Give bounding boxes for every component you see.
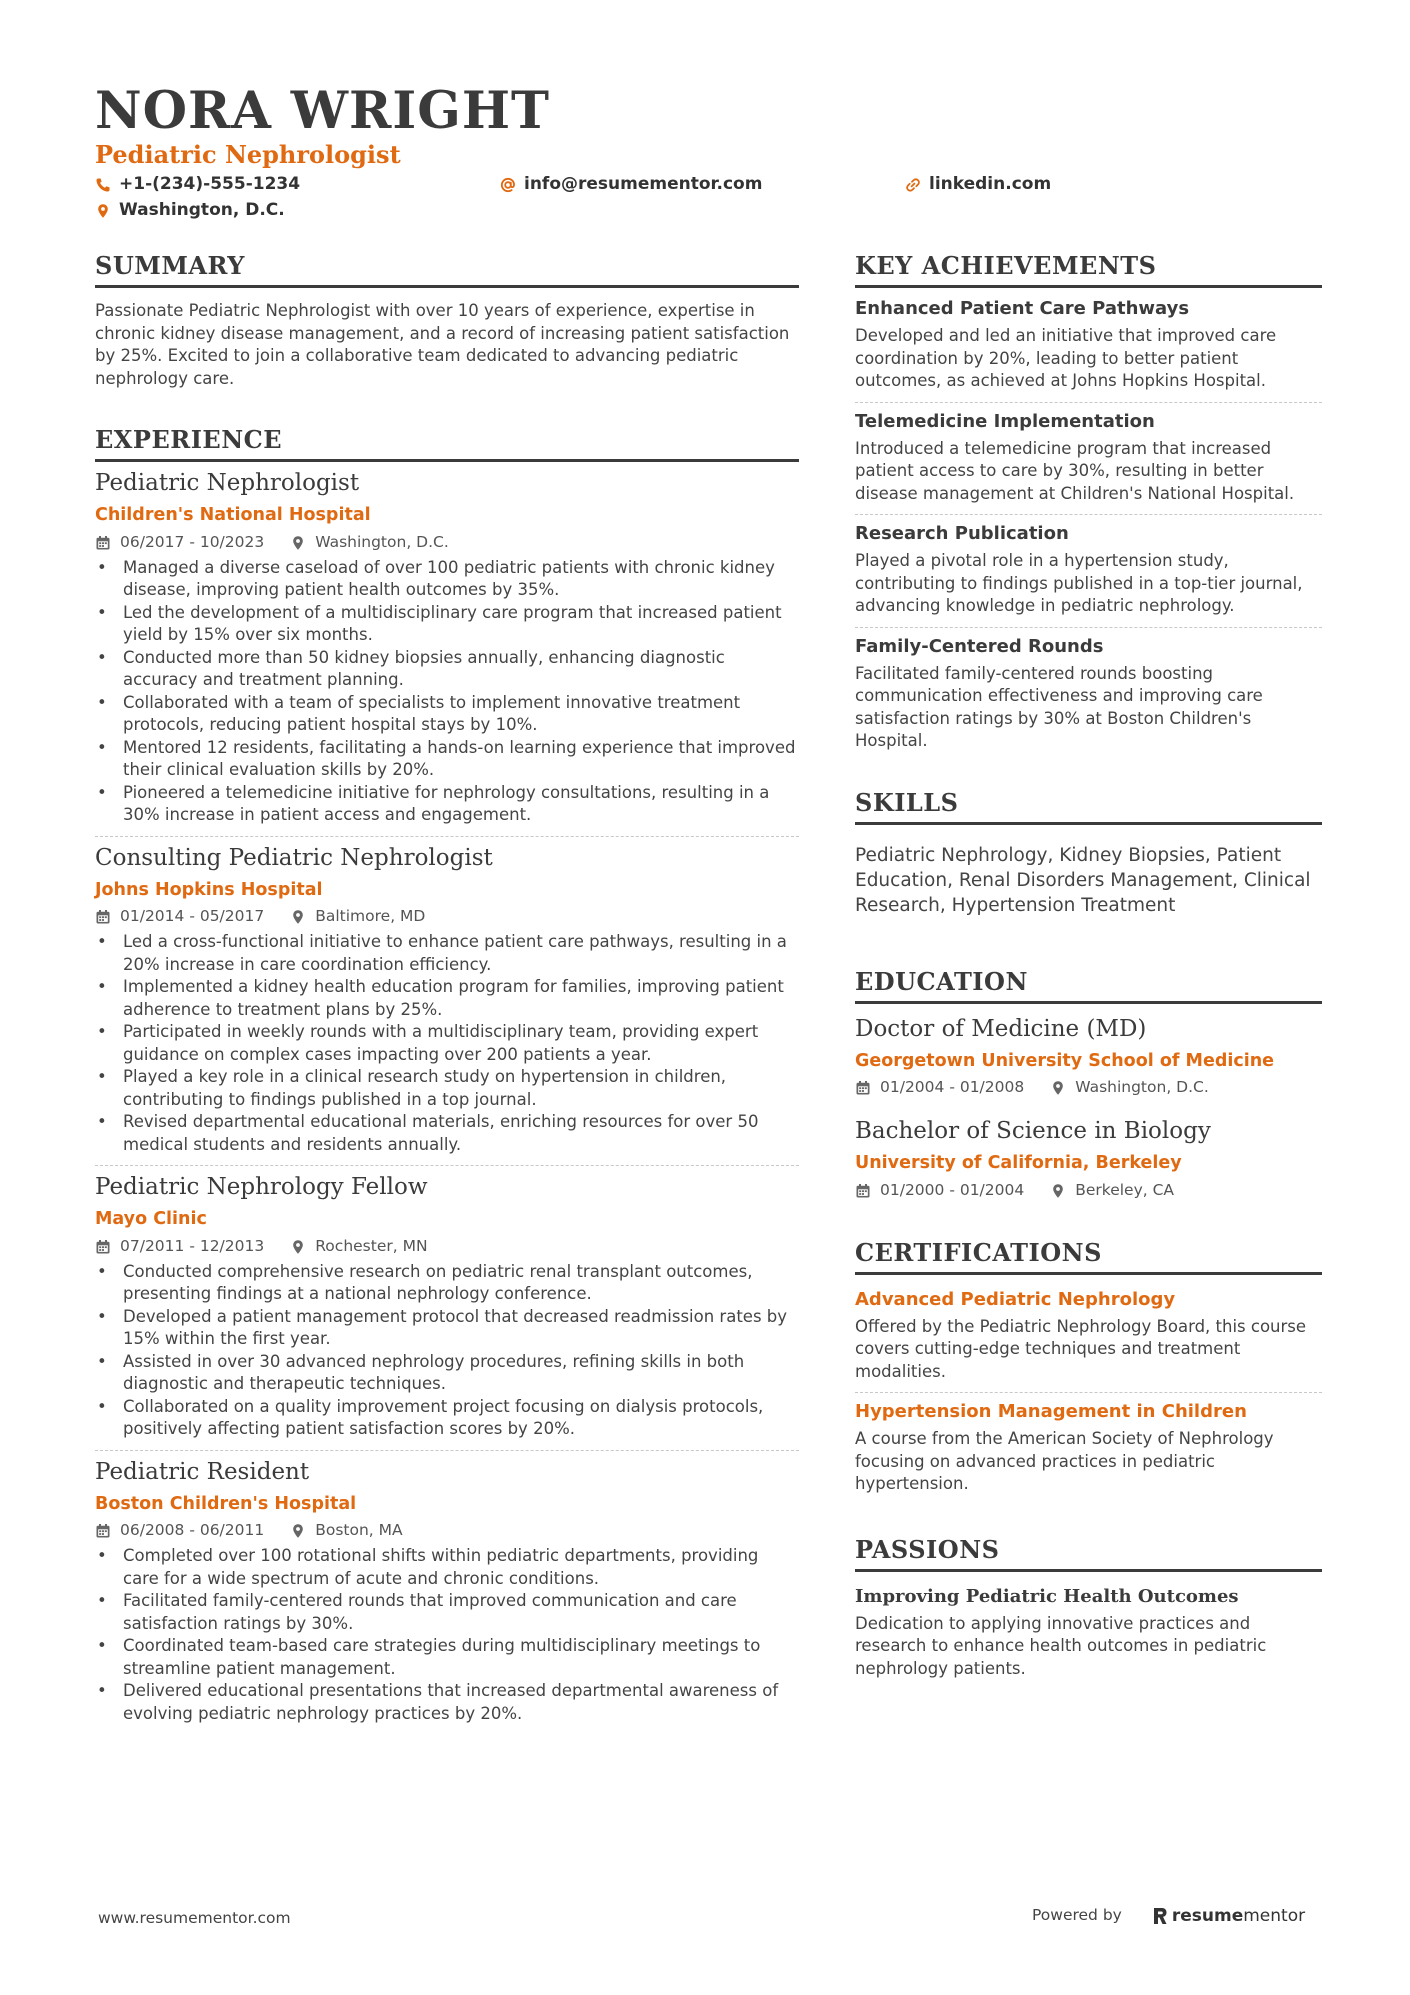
job-bullets [95, 557, 799, 827]
location-pin-icon [95, 203, 111, 219]
date-location-row [95, 532, 799, 551]
achievement-item [855, 635, 1322, 753]
entry-divider [855, 514, 1322, 515]
certification-title: Advanced Pediatric Nephrology [855, 1288, 1176, 1310]
certification-text: A course from the American Society of Nephrology focusing on advanced practices in pediatric hypertension. [855, 1429, 1274, 1493]
date-location-row [95, 909, 799, 925]
experience-section [95, 425, 799, 1725]
job-bullets [95, 1261, 799, 1441]
achievement-title: Enhanced Patient Care Pathways [855, 298, 1190, 319]
school-name: Georgetown University School of Medicine [855, 1050, 1275, 1071]
job-location: Washington, D.C. [1075, 1078, 1209, 1097]
experience-entry [95, 844, 799, 1157]
entry-divider [855, 1392, 1322, 1393]
achievement-item [855, 300, 1322, 393]
location-pin-icon [290, 535, 306, 551]
company-name: Boston Children's Hospital [95, 1493, 357, 1514]
experience-entry [95, 472, 799, 827]
achievement-title: Family-Centered Rounds [855, 635, 1104, 657]
location-pin-icon [290, 909, 306, 925]
job-location: Washington, D.C. [315, 532, 449, 551]
certification-text: Offered by the Pediatric Nephrology Board, this course covers cutting-edge techniques and treatment modalities. [855, 1316, 1307, 1381]
calendar-icon [95, 909, 111, 925]
calendar-icon [855, 1183, 871, 1199]
certification-title: Hypertension Management in Children [855, 1401, 1247, 1422]
brand-logo[interactable] [1152, 1906, 1305, 1926]
candidate-title: Pediatric Nephrologist [95, 140, 401, 169]
achievement-text: Facilitated family-centered rounds boosting communication effectiveness and improving care satisfaction ratings by 30% at Boston Children's Hospital. [855, 663, 1263, 750]
passions-list [855, 1585, 1322, 1681]
location-pin-icon [290, 1523, 306, 1539]
job-bullet: • Managed a diverse caseload of over 100 pediatric patients with chronic kidney disease, improving patient health outcomes by 35%. [95, 557, 799, 602]
phone-text: +1-(234)-555-1234 [119, 174, 301, 194]
entry-divider [95, 1450, 799, 1451]
job-bullet: • Revised departmental educational materials, enriching resources for over 50 medical students and residents annually. [95, 1111, 799, 1156]
education-heading: EDUCATION [855, 970, 1322, 1004]
job-bullet: • Completed over 100 rotational shifts within pediatric departments, providing care for a wide spectrum of acute and chronic conditions. [95, 1545, 799, 1590]
job-bullets [95, 931, 799, 1156]
experience-entry [95, 1458, 799, 1726]
certification-item [855, 1403, 1322, 1496]
location-text: Washington, D.C. [119, 200, 285, 220]
brand-name-b: mentor [1243, 1905, 1306, 1926]
phone-icon [95, 177, 111, 193]
linkedin-text: linkedin.com [929, 174, 1052, 194]
achievement-text: Played a pivotal role in a hypertension study, contributing to findings published in a top-tier journal, advancing knowledge in pediatric nephrology. [855, 551, 1303, 615]
job-bullets [95, 1545, 799, 1725]
summary-section [95, 251, 799, 390]
company-name: Mayo Clinic [95, 1209, 207, 1229]
passion-title: Improving Pediatric Health Outcomes [855, 1585, 1239, 1607]
certifications-heading: CERTIFICATIONS [855, 1241, 1322, 1275]
achievement-title: Telemedicine Implementation [855, 410, 1155, 432]
job-title: Pediatric Nephrology Fellow [95, 1174, 428, 1200]
date-range: 01/2004 - 01/2008 [880, 1078, 1025, 1097]
date-location-row [855, 1180, 1322, 1199]
right-column [855, 251, 1322, 1680]
summary-heading: SUMMARY [95, 254, 799, 288]
footer-website[interactable]: www.resumementor.com [98, 1909, 291, 1927]
entry-divider [95, 1165, 799, 1166]
calendar-icon [95, 1239, 111, 1255]
skills-text: Pediatric Nephrology, Kidney Biopsies, Patient Education, Renal Disorders Management, Clinical Research, Hypertension Treatment [855, 844, 1311, 916]
education-section [855, 966, 1322, 1199]
degree-title: Doctor of Medicine (MD) [855, 1015, 1147, 1042]
passions-section [855, 1534, 1322, 1681]
passion-item [855, 1585, 1322, 1681]
job-bullet: • Delivered educational presentations that increased departmental awareness of evolving pediatric nephrology practices by 20%. [95, 1680, 799, 1725]
passion-text: Dedication to applying innovative practices and research to enhance health outcomes in pediatric nephrology patients. [855, 1613, 1267, 1678]
education-entry [855, 1120, 1322, 1199]
calendar-icon [95, 1523, 111, 1539]
entry-divider [855, 627, 1322, 628]
candidate-name: NORA WRIGHT [95, 81, 550, 141]
powered-by-text: Powered by [1032, 1906, 1122, 1925]
job-title: Pediatric Resident [95, 1458, 310, 1485]
location-pin-icon [290, 1239, 306, 1255]
achievement-title: Research Publication [855, 523, 1069, 544]
date-range: 01/2014 - 05/2017 [120, 907, 265, 926]
job-bullet: • Assisted in over 30 advanced nephrology procedures, refining skills in both diagnostic and therapeutic techniques. [95, 1351, 799, 1396]
passions-heading: PASSIONS [855, 1538, 1322, 1572]
achievement-item [855, 525, 1322, 618]
job-bullet: • Led the development of a multidisciplinary care program that increased patient yield by 15% over six months. [95, 602, 799, 647]
date-range: 01/2000 - 01/2004 [880, 1180, 1025, 1199]
certifications-section [855, 1237, 1322, 1496]
achievement-text: Introduced a telemedicine program that increased patient access to care by 30%, resulting in better disease management at Children's National Hospital. [855, 438, 1295, 503]
certification-item [855, 1288, 1322, 1384]
job-location: Rochester, MN [315, 1236, 428, 1255]
job-title: Pediatric Nephrologist [95, 470, 360, 496]
date-location-row [95, 1236, 799, 1255]
date-range: 06/2017 - 10/2023 [120, 532, 265, 551]
date-location-row [95, 1523, 799, 1539]
job-bullet: • Led a cross-functional initiative to enhance patient care pathways, resulting in a 20% increase in care coordination efficiency. [95, 931, 799, 976]
job-bullet: • Collaborated on a quality improvement project focusing on dialysis protocols, positively affecting patient satisfaction scores by 20%. [95, 1396, 799, 1441]
contact-email[interactable] [500, 176, 762, 193]
contact-linkedin[interactable] [905, 176, 1051, 193]
date-range: 07/2011 - 12/2013 [120, 1236, 265, 1255]
experience-heading: EXPERIENCE [95, 428, 799, 462]
contact-phone [95, 176, 300, 193]
skills-heading: SKILLS [855, 791, 1322, 825]
date-range: 06/2008 - 06/2011 [120, 1521, 265, 1540]
experience-list [95, 472, 799, 1725]
entry-divider [95, 836, 799, 837]
achievement-item [855, 410, 1322, 506]
summary-text: Passionate Pediatric Nephrologist with over 10 years of experience, expertise in chronic kidney disease management, and a record of increasing patient satisfaction by 25%. Excited to join a collaborative team dedicated to advancing pediatric nephrology care. [95, 301, 790, 388]
job-bullet: • Facilitated family-centered rounds that improved communication and care satisfaction ratings by 30%. [95, 1590, 799, 1635]
achievements-section [855, 251, 1322, 753]
brand-name-a: resume [1171, 1905, 1244, 1926]
job-location: Baltimore, MD [315, 907, 426, 926]
job-location: Boston, MA [315, 1521, 403, 1540]
job-location: Berkeley, CA [1075, 1180, 1175, 1199]
entry-divider [855, 402, 1322, 403]
achievements-list [855, 300, 1322, 753]
job-bullet: • Developed a patient management protocol that decreased readmission rates by 15% within the first year. [95, 1306, 799, 1351]
location-pin-icon [1050, 1080, 1066, 1096]
job-bullet: • Conducted more than 50 kidney biopsies annually, enhancing diagnostic accuracy and treatment planning. [95, 647, 799, 692]
contact-location [95, 202, 285, 219]
left-column [95, 251, 799, 1725]
achievements-heading: KEY ACHIEVEMENTS [855, 254, 1322, 288]
education-list [855, 1015, 1322, 1199]
experience-entry [95, 1176, 799, 1441]
job-bullet: • Mentored 12 residents, facilitating a hands-on learning experience that improved their clinical evaluation skills by 20%. [95, 737, 799, 782]
calendar-icon [855, 1080, 871, 1096]
certifications-list [855, 1288, 1322, 1496]
job-bullet: • Played a key role in a clinical research study on hypertension in children, contributing to findings published in a top journal. [95, 1066, 799, 1111]
footer-powered [1032, 1906, 1305, 1926]
date-location-row [855, 1080, 1322, 1096]
brand-logo-icon [1152, 1906, 1168, 1926]
company-name: Johns Hopkins Hospital [95, 879, 323, 900]
job-bullet: • Implemented a kidney health education program for families, improving patient adherence to treatment plans by 25%. [95, 976, 799, 1021]
degree-title: Bachelor of Science in Biology [855, 1118, 1211, 1144]
email-text: info@resumementor.com [524, 174, 763, 194]
achievement-text: Developed and led an initiative that improved care coordination by 20%, leading to better patient outcomes, as achieved at Johns Hopkins Hospital. [855, 326, 1277, 390]
company-name: Children's National Hospital [95, 505, 371, 525]
education-entry [855, 1015, 1322, 1097]
location-pin-icon [1050, 1183, 1066, 1199]
job-title: Consulting Pediatric Nephrologist [95, 844, 493, 871]
at-icon [500, 177, 516, 193]
job-bullet: • Coordinated team-based care strategies during multidisciplinary meetings to streamline patient management. [95, 1635, 799, 1680]
job-bullet: • Conducted comprehensive research on pediatric renal transplant outcomes, presenting findings at a national nephrology conference. [95, 1261, 799, 1306]
job-bullet: • Participated in weekly rounds with a multidisciplinary team, providing expert guidance on complex cases impacting over 200 patients a year. [95, 1021, 799, 1066]
link-icon [905, 177, 921, 193]
job-bullet: • Collaborated with a team of specialists to implement innovative treatment protocols, reducing patient hospital stays by 10%. [95, 692, 799, 737]
skills-section [855, 787, 1322, 918]
school-name: University of California, Berkeley [855, 1153, 1182, 1173]
calendar-icon [95, 535, 111, 551]
job-bullet: • Pioneered a telemedicine initiative for nephrology consultations, resulting in a 30% increase in patient access and engagement. [95, 782, 799, 827]
